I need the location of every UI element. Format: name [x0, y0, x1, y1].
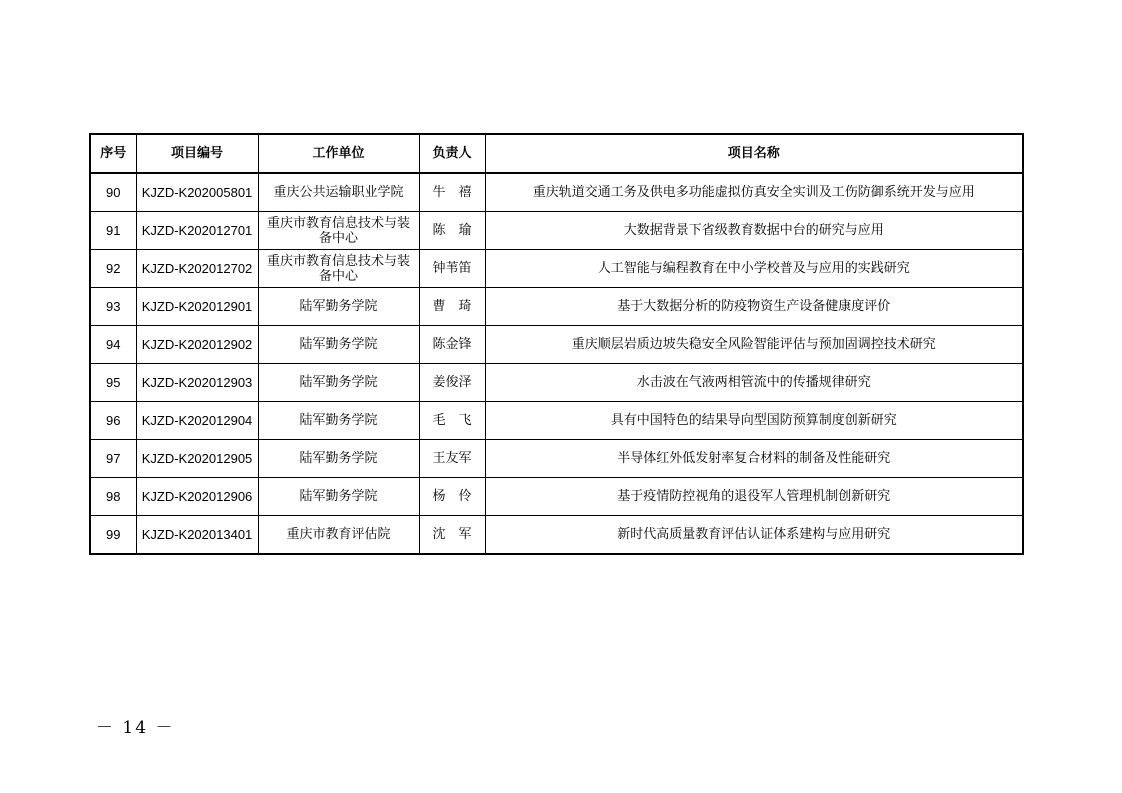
row-project-name: 重庆顺层岩质边坡失稳安全风险智能评估与预加固调控技术研究: [485, 326, 1023, 364]
table-row: [90, 516, 1023, 555]
page-number: － 14 －: [96, 718, 175, 738]
header-code: 项目编号: [136, 134, 258, 173]
table-row: [90, 212, 1023, 250]
header-name: 项目名称: [485, 134, 1023, 173]
row-project-name: 重庆轨道交通工务及供电多功能虚拟仿真安全实训及工伤防御系统开发与应用: [485, 173, 1023, 212]
row-code: KJZD-K202012902: [136, 326, 258, 364]
row-project-name: 水击波在气液两相管流中的传播规律研究: [485, 364, 1023, 402]
row-unit: 陆军勤务学院: [258, 478, 419, 516]
row-unit: 重庆公共运输职业学院: [258, 173, 419, 212]
row-project-name: 半导体红外低发射率复合材料的制备及性能研究: [485, 440, 1023, 478]
row-person: 钟苇笛: [419, 250, 485, 288]
row-code: KJZD-K202005801: [136, 173, 258, 212]
row-project-name: 基于疫情防控视角的退役军人管理机制创新研究: [485, 478, 1023, 516]
row-person: 陈 瑜: [419, 212, 485, 250]
row-unit: 陆军勤务学院: [258, 288, 419, 326]
row-code: KJZD-K202012903: [136, 364, 258, 402]
row-person: 杨 伶: [419, 478, 485, 516]
row-unit: 重庆市教育信息技术与装备中心: [258, 212, 419, 250]
table-row: [90, 250, 1023, 288]
row-person: 曹 琦: [419, 288, 485, 326]
row-seq: 93: [90, 288, 136, 326]
table-row: [90, 478, 1023, 516]
row-person: 陈金锋: [419, 326, 485, 364]
header-seq: 序号: [90, 134, 136, 173]
row-seq: 97: [90, 440, 136, 478]
row-code: KJZD-K202012906: [136, 478, 258, 516]
row-seq: 99: [90, 516, 136, 555]
row-seq: 98: [90, 478, 136, 516]
row-seq: 94: [90, 326, 136, 364]
row-person: 姜俊泽: [419, 364, 485, 402]
row-project-name: 基于大数据分析的防疫物资生产设备健康度评价: [485, 288, 1023, 326]
row-code: KJZD-K202013401: [136, 516, 258, 555]
row-unit: 陆军勤务学院: [258, 326, 419, 364]
row-person: 王友军: [419, 440, 485, 478]
row-seq: 96: [90, 402, 136, 440]
header-person: 负责人: [419, 134, 485, 173]
row-project-name: 新时代高质量教育评估认证体系建构与应用研究: [485, 516, 1023, 555]
row-code: KJZD-K202012905: [136, 440, 258, 478]
project-table: [89, 133, 1024, 555]
row-unit: 陆军勤务学院: [258, 440, 419, 478]
row-project-name: 大数据背景下省级教育数据中台的研究与应用: [485, 212, 1023, 250]
row-code: KJZD-K202012701: [136, 212, 258, 250]
row-person: 牛 禧: [419, 173, 485, 212]
table-row: [90, 364, 1023, 402]
table-header-row: [90, 134, 1023, 173]
row-seq: 92: [90, 250, 136, 288]
row-unit: 重庆市教育评估院: [258, 516, 419, 555]
row-project-name: 具有中国特色的结果导向型国防预算制度创新研究: [485, 402, 1023, 440]
table-row: [90, 402, 1023, 440]
table-row: [90, 288, 1023, 326]
table-row: [90, 173, 1023, 212]
row-unit: 陆军勤务学院: [258, 364, 419, 402]
header-unit: 工作单位: [258, 134, 419, 173]
row-unit: 陆军勤务学院: [258, 402, 419, 440]
row-seq: 91: [90, 212, 136, 250]
row-code: KJZD-K202012901: [136, 288, 258, 326]
row-seq: 90: [90, 173, 136, 212]
table-row: [90, 326, 1023, 364]
row-unit: 重庆市教育信息技术与装备中心: [258, 250, 419, 288]
row-person: 沈 军: [419, 516, 485, 555]
row-code: KJZD-K202012702: [136, 250, 258, 288]
row-seq: 95: [90, 364, 136, 402]
row-project-name: 人工智能与编程教育在中小学校普及与应用的实践研究: [485, 250, 1023, 288]
row-person: 毛 飞: [419, 402, 485, 440]
table-row: [90, 440, 1023, 478]
row-code: KJZD-K202012904: [136, 402, 258, 440]
